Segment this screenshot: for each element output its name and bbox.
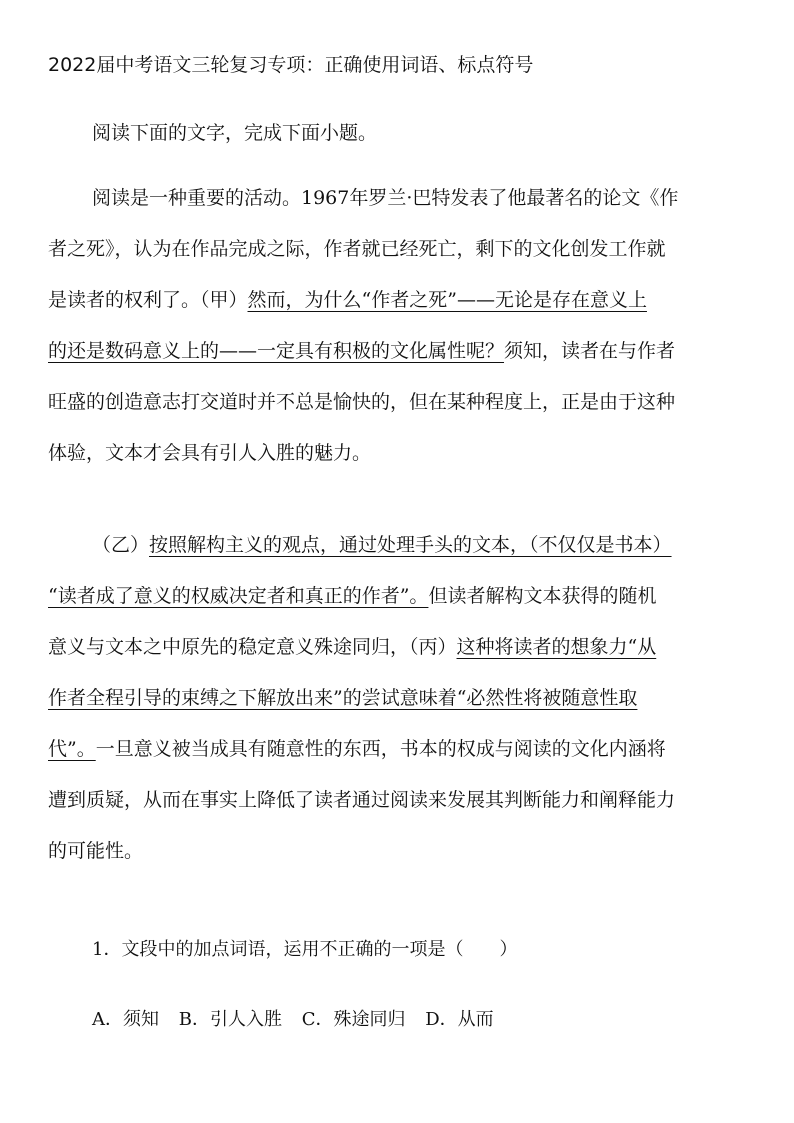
- paragraph-line: [48, 326, 748, 377]
- paragraph-line: 阅读是一种重要的活动。1967年罗兰·巴特发表了他最著名的论文《作: [92, 187, 679, 209]
- underlined-sentence-bing: 这种将读者的想象力“从: [456, 636, 657, 658]
- option-c[interactable]: C．殊途同归: [301, 1009, 406, 1030]
- paragraph-line: [48, 571, 748, 622]
- option-a[interactable]: A．须知: [92, 1009, 159, 1030]
- text-segment: 意义与文本之中原先的稳定意义殊途同归，（丙）: [48, 636, 457, 658]
- underlined-sentence-bing-end: 代”。: [48, 738, 96, 760]
- paragraph-line: [48, 673, 748, 724]
- paragraph-line: 遭到质疑，从而在事实上降低了读者通过阅读来发展其判断能力和阐释能力: [48, 789, 676, 811]
- text-segment: （乙）: [92, 534, 150, 556]
- paragraph-line: [48, 520, 748, 571]
- paragraph-line: 体验，文本才会具有引人入胜的魅力。: [48, 442, 372, 464]
- paragraph-1: [48, 173, 748, 479]
- document-title: 2022届中考语文三轮复习专项：正确使用词语、标点符号: [48, 54, 534, 76]
- underlined-sentence-yi: 按照解构主义的观点，通过处理手头的文本，（不仅仅是书本）: [149, 534, 672, 556]
- underlined-sentence-bing-cont: 作者全程引导的束缚之下解放出来”的尝试意味着“必然性将被随意性取: [48, 687, 638, 709]
- text-segment: 一旦意义被当成具有随意性的东西，书本的权成与阅读的文化内涵将: [95, 738, 666, 760]
- underlined-sentence-yi-cont: “读者成了意义的权威决定者和真正的作者”。: [48, 585, 429, 607]
- text-segment: 须知，读者在与作者: [504, 340, 676, 362]
- paragraph-line: [48, 275, 748, 326]
- paragraph-line: 的可能性。: [48, 840, 144, 862]
- underlined-sentence-jia-cont: 的还是数码意义上的——一定具有积极的文化属性呢？: [48, 340, 505, 362]
- paragraph-line: 者之死》，认为在作品完成之际，作者就已经死亡，剩下的文化创发工作就: [48, 238, 666, 260]
- option-b[interactable]: B．引人入胜: [178, 1009, 282, 1030]
- text-segment: 是读者的权利了。（甲）: [48, 289, 248, 311]
- underlined-sentence-jia: 然而，为什么“作者之死”——无论是存在意义上: [247, 289, 647, 311]
- option-d[interactable]: D．从而: [425, 1009, 494, 1030]
- text-segment: 但读者解构文本获得的随机: [428, 585, 657, 607]
- question-1: 1．文段中的加点词语，运用不正确的一项是（ ）: [92, 939, 518, 960]
- paragraph-line: [48, 724, 748, 775]
- paragraph-line: 旺盛的创造意志打交道时并不总是愉快的，但在某种程度上，正是由于这种: [48, 391, 676, 413]
- paragraph-line: [48, 622, 748, 673]
- instruction-text: 阅读下面的文字，完成下面小题。: [92, 122, 378, 144]
- answer-options: [92, 1005, 508, 1031]
- paragraph-2: [48, 520, 748, 877]
